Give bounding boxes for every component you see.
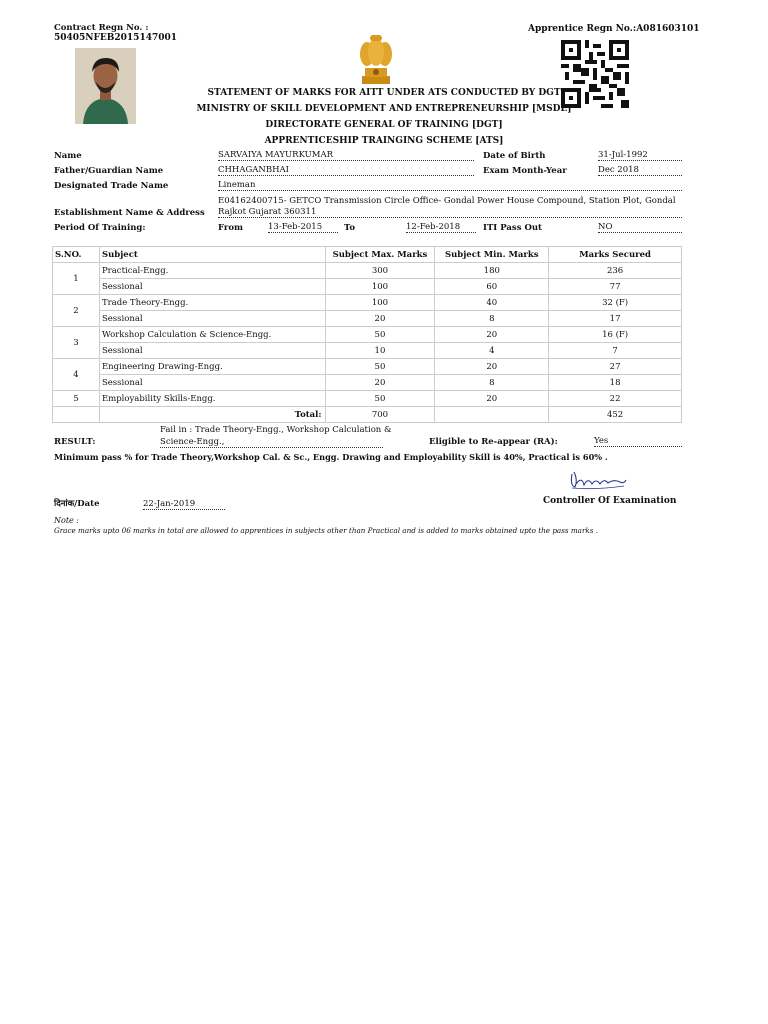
row-min: 20 [435,327,549,343]
issue-date: 22-Jan-2019 [143,499,225,510]
reappear-value: Yes [594,436,682,447]
row-min: 180 [435,263,549,279]
row-min: 4 [435,343,549,359]
table-row [53,263,682,279]
row-secured: 17 [549,311,682,327]
controller-signature [566,466,630,492]
row-max: 50 [325,327,435,343]
row-max: 100 [325,295,435,311]
table-row [53,327,682,343]
title-line-1: STATEMENT OF MARKS FOR AITT UNDER ATS CONDUCTED BY DGT [207,88,561,98]
row-max: 300 [325,263,435,279]
row-sno: 1 [53,263,100,295]
from-label: From [218,223,244,233]
col-min-header: Subject Min. Marks [435,247,549,263]
row-max: 20 [325,375,435,391]
row-secured: 18 [549,375,682,391]
table-row [53,343,682,359]
fail-subjects-line2: Science-Engg., [160,437,383,448]
title-line-2: MINISTRY OF SKILL DEVELOPMENT AND ENTREPRENEURSHIP [MSDE] [196,104,572,114]
iti-label: ITI Pass Out [483,223,542,233]
title-line-3: DIRECTORATE GENERAL OF TRAINING [DGT] [265,120,503,130]
trade-name: Lineman [218,180,682,191]
guardian-name: CHHAGANBHAI [218,165,474,176]
row-secured: 22 [549,391,682,407]
row-subject: Sessional [99,311,325,327]
controller-of-examination: Controller Of Examination [543,496,677,506]
table-row [53,311,682,327]
total-row [53,407,682,423]
title-line-4: APPRENTICESHIP TRAINGING SCHEME [ATS] [264,136,504,146]
row-min: 20 [435,391,549,407]
national-emblem-icon [356,32,396,86]
table-header-row [53,247,682,263]
iti-pass-out: NO [598,222,682,233]
col-subject-header: Subject [99,247,325,263]
grace-marks-note: Grace marks upto 06 marks in total are allowed to apprentices in subjects other than Practical and is added to marks obtained upto the pass marks . [54,526,599,535]
row-secured: 32 (F) [549,295,682,311]
row-max: 10 [325,343,435,359]
row-min: 60 [435,279,549,295]
note-label: Note : [54,516,80,525]
row-max: 20 [325,311,435,327]
row-min: 8 [435,311,549,327]
table-row [53,391,682,407]
row-sno: 5 [53,391,100,407]
contract-regn-number: 50405NFEB2015147001 [54,33,178,43]
candidate-name: SARVAIYA MAYURKUMAR [218,150,474,161]
row-subject: Employability Skills-Engg. [99,391,325,407]
minimum-pass-note: Minimum pass % for Trade Theory,Workshop Cal. & Sc., Engg. Drawing and Employability Skill is 40%, Practical is 60% . [54,452,608,462]
row-sno: 4 [53,359,100,391]
total-empty-cell [53,407,100,423]
apprentice-regn-number: Apprentice Regn No.:A081603101 [528,24,700,34]
total-min-empty [435,407,549,423]
exam-month-year-label: Exam Month-Year [483,166,567,176]
exam-month-year: Dec 2018 [598,165,682,176]
table-row [53,375,682,391]
row-secured: 77 [549,279,682,295]
dob-label: Date of Birth [483,151,546,161]
row-secured: 236 [549,263,682,279]
total-max: 700 [325,407,435,423]
name-label: Name [54,151,82,161]
row-subject: Practical-Engg. [99,263,325,279]
col-max-header: Subject Max. Marks [325,247,435,263]
row-sno: 2 [53,295,100,327]
row-min: 20 [435,359,549,375]
date-label: दिनांक/Date [54,499,100,509]
total-label: Total: [99,407,325,423]
row-subject: Sessional [99,375,325,391]
row-subject: Sessional [99,279,325,295]
establishment-address-line1: E04162400715- GETCO Transmission Circle Office- Gondal Power House Compound, Station Plot, Gondal [218,196,676,206]
trade-label: Designated Trade Name [54,181,169,191]
to-label: To [344,223,356,233]
total-secured: 452 [549,407,682,423]
row-max: 50 [325,359,435,375]
date-of-birth: 31-Jul-1992 [598,150,682,161]
guardian-label: Father/Guardian Name [54,166,164,176]
row-secured: 27 [549,359,682,375]
result-label: RESULT: [54,437,96,447]
fail-subjects-line1: Fail in : Trade Theory-Engg., Workshop Calculation & [160,425,392,435]
to-date: 12-Feb-2018 [406,222,476,233]
row-min: 8 [435,375,549,391]
from-date: 13-Feb-2015 [268,222,338,233]
row-max: 100 [325,279,435,295]
row-secured: 7 [549,343,682,359]
marks-table [52,246,682,423]
contract-regn-label: Contract Regn No. : [54,23,149,33]
establishment-label: Establishment Name & Address [54,208,205,218]
row-sno: 3 [53,327,100,359]
col-secured-header: Marks Secured [549,247,682,263]
table-row [53,279,682,295]
row-min: 40 [435,295,549,311]
row-subject: Workshop Calculation & Science-Engg. [99,327,325,343]
table-row [53,359,682,375]
row-subject: Engineering Drawing-Engg. [99,359,325,375]
col-sno-header: S.NO. [53,247,100,263]
row-subject: Sessional [99,343,325,359]
reappear-label: Eligible to Re-appear (RA): [429,437,558,447]
table-row [53,295,682,311]
establishment-address-line2: Rajkot Gujarat 360311 [218,207,682,218]
row-max: 50 [325,391,435,407]
row-secured: 16 (F) [549,327,682,343]
row-subject: Trade Theory-Engg. [99,295,325,311]
period-label: Period Of Training: [54,223,146,233]
